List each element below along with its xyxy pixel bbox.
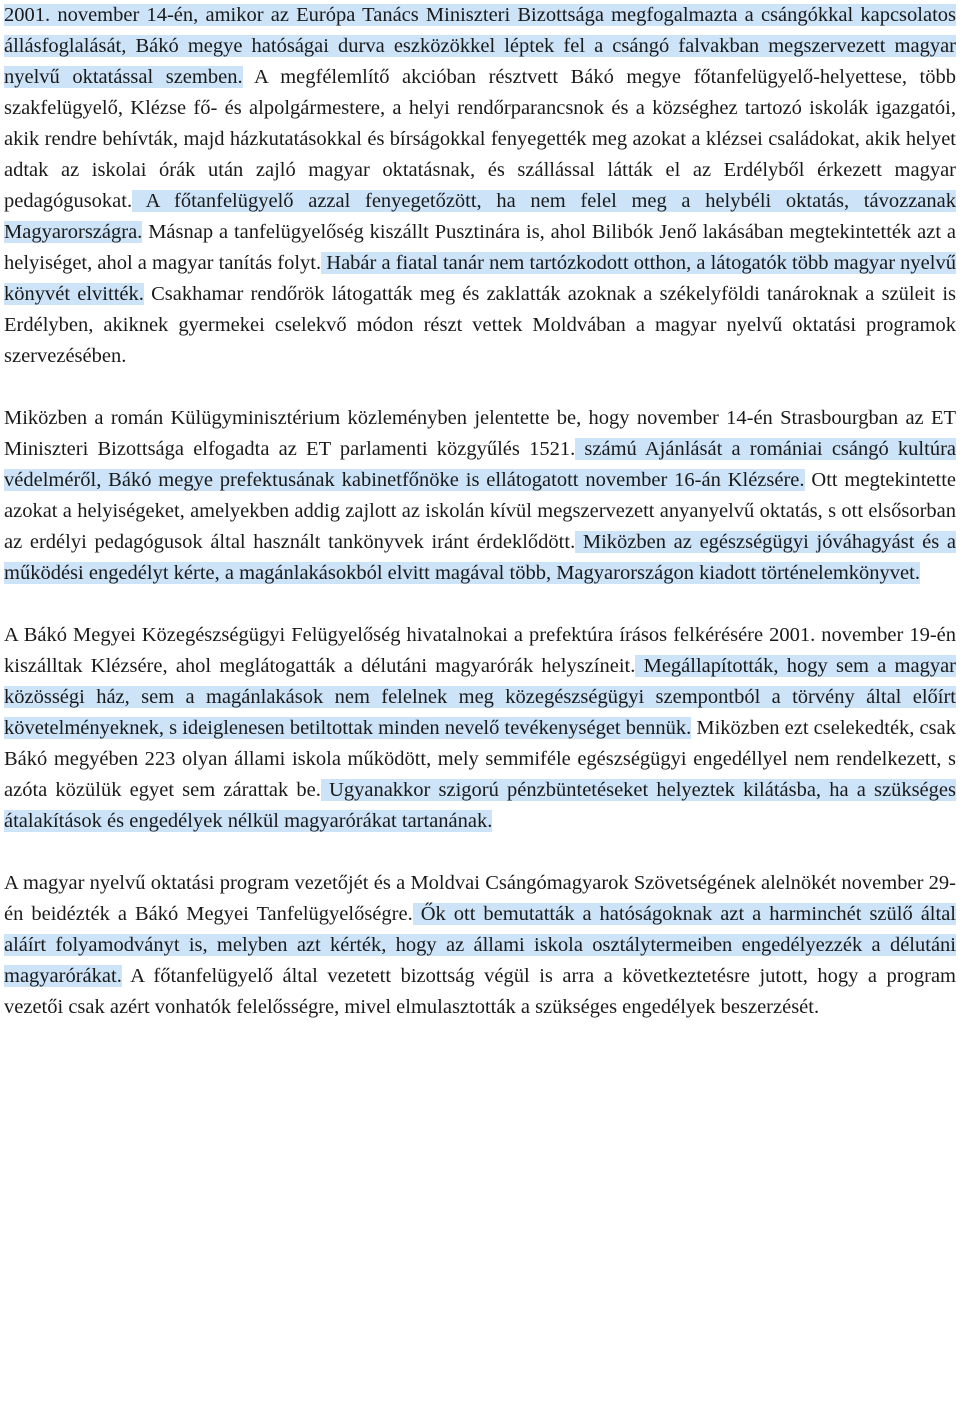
- sentence[interactable]: Megállapították, hogy sem a magyar közösségi ház, sem a magánlakások nem felelnek meg közegészségügyi szempontból a törvény által előírt követelményeknek, s ideiglenesen betiltottak minden nevelő tevékenységet bennük.: [4, 655, 957, 739]
- sentence[interactable]: Ugyanakkor szigorú pénzbüntetéseket helyeztek kilátásba, ha a szükséges átalakítások és engedélyek nélkül magyarórákat tartanának.: [4, 779, 956, 832]
- sentence[interactable]: Miközben a román Külügyminisztérium közleményben jelentette be, hogy november 14-én Strasbourgban az ET Miniszteri Bizottsága elfogadta az ET parlamenti közgyűlés 1521.: [4, 407, 956, 460]
- sentence[interactable]: A magyar nyelvű oktatási program vezetőjét és a Moldvai Csángómagyarok Szövetségének alelnökét november 29-én beidézték a Bákó Megyei Tanfelügyelőségre.: [4, 872, 956, 925]
- sentence[interactable]: Miközben ezt cselekedték, csak Bákó megyében 223 olyan állami iskola működött, mely semmiféle egészségügyi engedéllyel nem rendelkezett, s azóta közülük egyet sem zárattak be.: [4, 717, 956, 801]
- sentence[interactable]: Habár a fiatal tanár nem tartózkodott otthon, a látogatók több magyar nyelvű könyvét elvitték.: [4, 252, 956, 305]
- sentence[interactable]: számú Ajánlását a romániai csángó kultúra védelméről, Bákó megye prefektusának kabinetfőnöke is ellátogatott november 16-án Klézsére.: [4, 438, 957, 491]
- sentence[interactable]: Miközben az egészségügyi jóváhagyást és a működési engedélyt kérte, a magánlakásokból elvitt magával több, Magyarországon kiadott történelemkönyvet.: [4, 531, 956, 584]
- sentence[interactable]: Csakhamar rendőrök látogatták meg és zaklatták azoknak a székelyföldi tanároknak a szüleit is Erdélyben, akiknek gyermekei cselekvő módon részt vettek Moldvában a magyar nyelvű oktatási programok szervezésében.: [4, 283, 957, 367]
- paragraph-4: [4, 868, 956, 1023]
- paragraph-2: [4, 403, 956, 589]
- paragraph-1: [4, 0, 956, 372]
- sentence[interactable]: Ők ott bemutatták a hatóságoknak azt a harminchét szülő által aláírt folyamodványt is, melyben azt kérték, hogy az állami iskola osztálytermeiben engedélyezzék a délutáni magyarórákat.: [4, 903, 956, 987]
- sentence[interactable]: 2001. november 14-én, amikor az Európa Tanács Miniszteri Bizottsága megfogalmazta a csángókkal kapcsolatos állásfoglalását, Bákó megye hatóságai durva eszközökkel léptek fel a csángó falvakban megszervezett magyar nyelvű oktatással szemben.: [4, 4, 956, 88]
- sentence[interactable]: A Bákó Megyei Közegészségügyi Felügyelőség hivatalnokai a prefektúra írásos felkérésére 2001. november 19-én kiszálltak Klézsére, ahol meglátogatták a délutáni magyarórák helyszíneit.: [4, 624, 956, 677]
- sentence[interactable]: Ott megtekintette azokat a helyiségeket, amelyekben addig zajlott az iskolán kívül megszervezett anyanyelvű oktatás, s ott elsősorban az erdélyi pedagógusok által használt tankönyvek iránt érdeklődött.: [4, 469, 957, 553]
- paragraph-3: [4, 620, 956, 837]
- sentence[interactable]: A főtanfelügyelő által vezetett bizottság végül is arra a következtetésre jutott, hogy a program vezetői csak azért vonhatók felelősségre, mivel elmulasztották a szükséges engedélyek beszerzését.: [4, 965, 956, 1018]
- sentence[interactable]: Másnap a tanfelügyelőség kiszállt Pusztinára is, ahol Bilibók Jenő lakásában megtekintették azt a helyiséget, ahol a magyar tanítás folyt.: [4, 221, 956, 274]
- sentence[interactable]: A főtanfelügyelő azzal fenyegetőzött, ha nem felel meg a helybéli oktatás, távozzanak Magyarországra.: [4, 190, 956, 243]
- sentence[interactable]: A megfélemlítő akcióban résztvett Bákó megye főtanfelügyelő-helyettese, több szakfelügyelő, Klézse fő- és alpolgármestere, a helyi rendőrparancsnok és a községhez tartozó iskolák igazgatói, akik rendre behívták, majd házkutatásokkal és bírságokkal fenyegették meg azokat a klézsei családokat, akik helyet adtak az iskolai órák után zajló magyar oktatásnak, és szállással látták el az Erdélyből érkezett magyar pedagógusokat.: [4, 66, 957, 212]
